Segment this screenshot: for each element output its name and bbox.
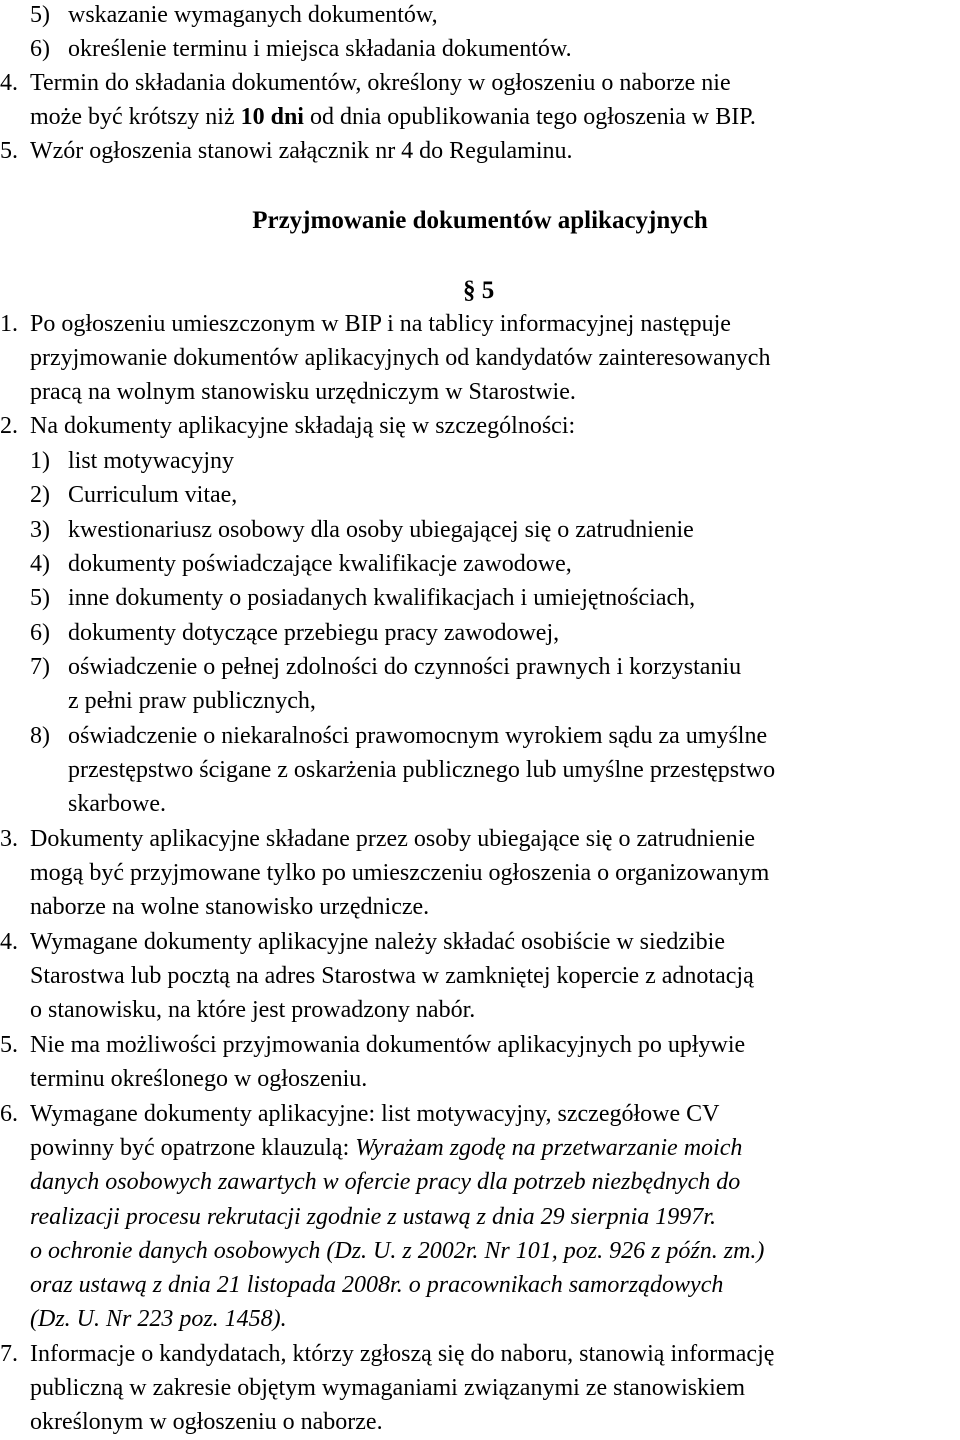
document-list-item-text: list motywacyjny	[68, 448, 234, 474]
sec5-point-7-number: 7.	[0, 1341, 18, 1367]
document-list-item-text: oświadczenie o niekaralności prawomocnym wyrokiem sądu za umyślne	[68, 723, 768, 749]
document-list-item-text: przestępstwo ścigane z oskarżenia publicznego lub umyślne przestępstwo	[68, 757, 776, 783]
document-list-item-number: 7)	[30, 654, 50, 680]
point-4-line-2	[30, 104, 756, 131]
top-list-item-6-text: określenie terminu i miejsca składania dokumentów.	[68, 36, 572, 62]
point-4-deadline-bold: 10 dni	[240, 104, 304, 130]
document-list-item-number: 1)	[30, 448, 50, 474]
sec5-point-1-line: przyjmowanie dokumentów aplikacyjnych od kandydatów zainteresowanych	[30, 345, 771, 371]
sec5-point-1-number: 1.	[0, 311, 18, 337]
point-5-number: 5.	[0, 138, 18, 164]
sec5-point-6-line-2	[30, 1135, 742, 1162]
sec5-point-4-line: Wymagane dokumenty aplikacyjne należy składać osobiście w siedzibie	[30, 929, 725, 955]
sec5-point-7-line: określonym w ogłoszeniu o naborze.	[30, 1409, 383, 1435]
sec5-point-1-line: Po ogłoszeniu umieszczonym w BIP i na tablicy informacyjnej następuje	[30, 311, 731, 337]
consent-clause-line: realizacji procesu rekrutacji zgodnie z ustawą z dnia 29 sierpnia 1997r.	[30, 1204, 716, 1230]
consent-clause-line: oraz ustawą z dnia 21 listopada 2008r. o pracownikach samorządowych	[30, 1272, 724, 1298]
document-list-item-number: 6)	[30, 620, 50, 646]
sec5-point-6-number: 6.	[0, 1101, 18, 1127]
point-4-number: 4.	[0, 70, 18, 96]
top-list-item-6-number: 6)	[30, 36, 50, 62]
sec5-point-3-line: mogą być przyjmowane tylko po umieszczeniu ogłoszenia o organizowanym	[30, 860, 770, 886]
top-list-item-5-text: wskazanie wymaganych dokumentów,	[68, 2, 438, 28]
sec5-point-1-line: pracą na wolnym stanowisku urzędniczym w Starostwie.	[30, 379, 576, 405]
sec5-point-5-number: 5.	[0, 1032, 18, 1058]
document-list-item-text: dokumenty dotyczące przebiegu pracy zawodowej,	[68, 620, 560, 646]
sec5-point-2-number: 2.	[0, 413, 18, 439]
document-list-item-number: 4)	[30, 551, 50, 577]
document-list-item-number: 5)	[30, 585, 50, 611]
sec5-point-7-line: Informacje o kandydatach, którzy zgłoszą się do naboru, stanowią informację	[30, 1341, 775, 1367]
consent-clause-start: Wyrażam zgodę na przetwarzanie moich	[355, 1135, 743, 1161]
document-list-item-text: skarbowe.	[68, 791, 166, 817]
consent-clause-line: (Dz. U. Nr 223 poz. 1458).	[30, 1306, 287, 1332]
document-list-item-text: kwestionariusz osobowy dla osoby ubiegającej się o zatrudnienie	[68, 517, 694, 543]
sec5-point-7-line: publiczną w zakresie objętym wymaganiami związanymi ze stanowiskiem	[30, 1375, 746, 1401]
sec5-point-2-intro: Na dokumenty aplikacyjne składają się w szczególności:	[30, 413, 576, 439]
document-list-item-number: 3)	[30, 517, 50, 543]
top-list-item-5-number: 5)	[30, 2, 50, 28]
section-heading: Przyjmowanie dokumentów aplikacyjnych	[252, 207, 708, 234]
section-number: § 5	[463, 277, 495, 304]
sec5-point-3-line: Dokumenty aplikacyjne składane przez osoby ubiegające się o zatrudnienie	[30, 826, 756, 852]
sec5-point-6-line-2-pre: powinny być opatrzone klauzulą:	[30, 1135, 356, 1161]
point-5-text: Wzór ogłoszenia stanowi załącznik nr 4 do Regulaminu.	[30, 138, 573, 164]
document-list-item-text: inne dokumenty o posiadanych kwalifikacjach i umiejętnościach,	[68, 585, 696, 611]
sec5-point-3-line: naborze na wolne stanowisko urzędnicze.	[30, 894, 430, 920]
sec5-point-4-number: 4.	[0, 929, 18, 955]
sec5-point-4-line: o stanowisku, na które jest prowadzony nabór.	[30, 997, 476, 1023]
consent-clause-line: danych osobowych zawartych w ofercie pracy dla potrzeb niezbędnych do	[30, 1169, 741, 1195]
document-list-item-text: dokumenty poświadczające kwalifikacje zawodowe,	[68, 551, 572, 577]
document-list-item-number: 2)	[30, 482, 50, 508]
point-4-line-1: Termin do składania dokumentów, określony w ogłoszeniu o naborze nie	[30, 70, 731, 96]
document-list-item-text: z pełni praw publicznych,	[68, 688, 316, 714]
document-list-item-number: 8)	[30, 723, 50, 749]
sec5-point-5-line: terminu określonego w ogłoszeniu.	[30, 1066, 368, 1092]
consent-clause-line: o ochronie danych osobowych (Dz. U. z 2002r. Nr 101, poz. 926 z późn. zm.)	[30, 1238, 765, 1264]
sec5-point-4-line: Starostwa lub pocztą na adres Starostwa w zamkniętej kopercie z adnotacją	[30, 963, 754, 989]
sec5-point-6-line-1: Wymagane dokumenty aplikacyjne: list motywacyjny, szczegółowe CV	[30, 1101, 720, 1127]
sec5-point-3-number: 3.	[0, 826, 18, 852]
document-list-item-text: Curriculum vitae,	[68, 482, 238, 508]
point-4-line-2-pre: może być krótszy niż	[30, 104, 241, 130]
document-list-item-text: oświadczenie o pełnej zdolności do czynności prawnych i korzystaniu	[68, 654, 742, 680]
sec5-point-5-line: Nie ma możliwości przyjmowania dokumentów aplikacyjnych po upływie	[30, 1032, 746, 1058]
point-4-line-2-post: od dnia opublikowania tego ogłoszenia w BIP.	[303, 104, 756, 130]
